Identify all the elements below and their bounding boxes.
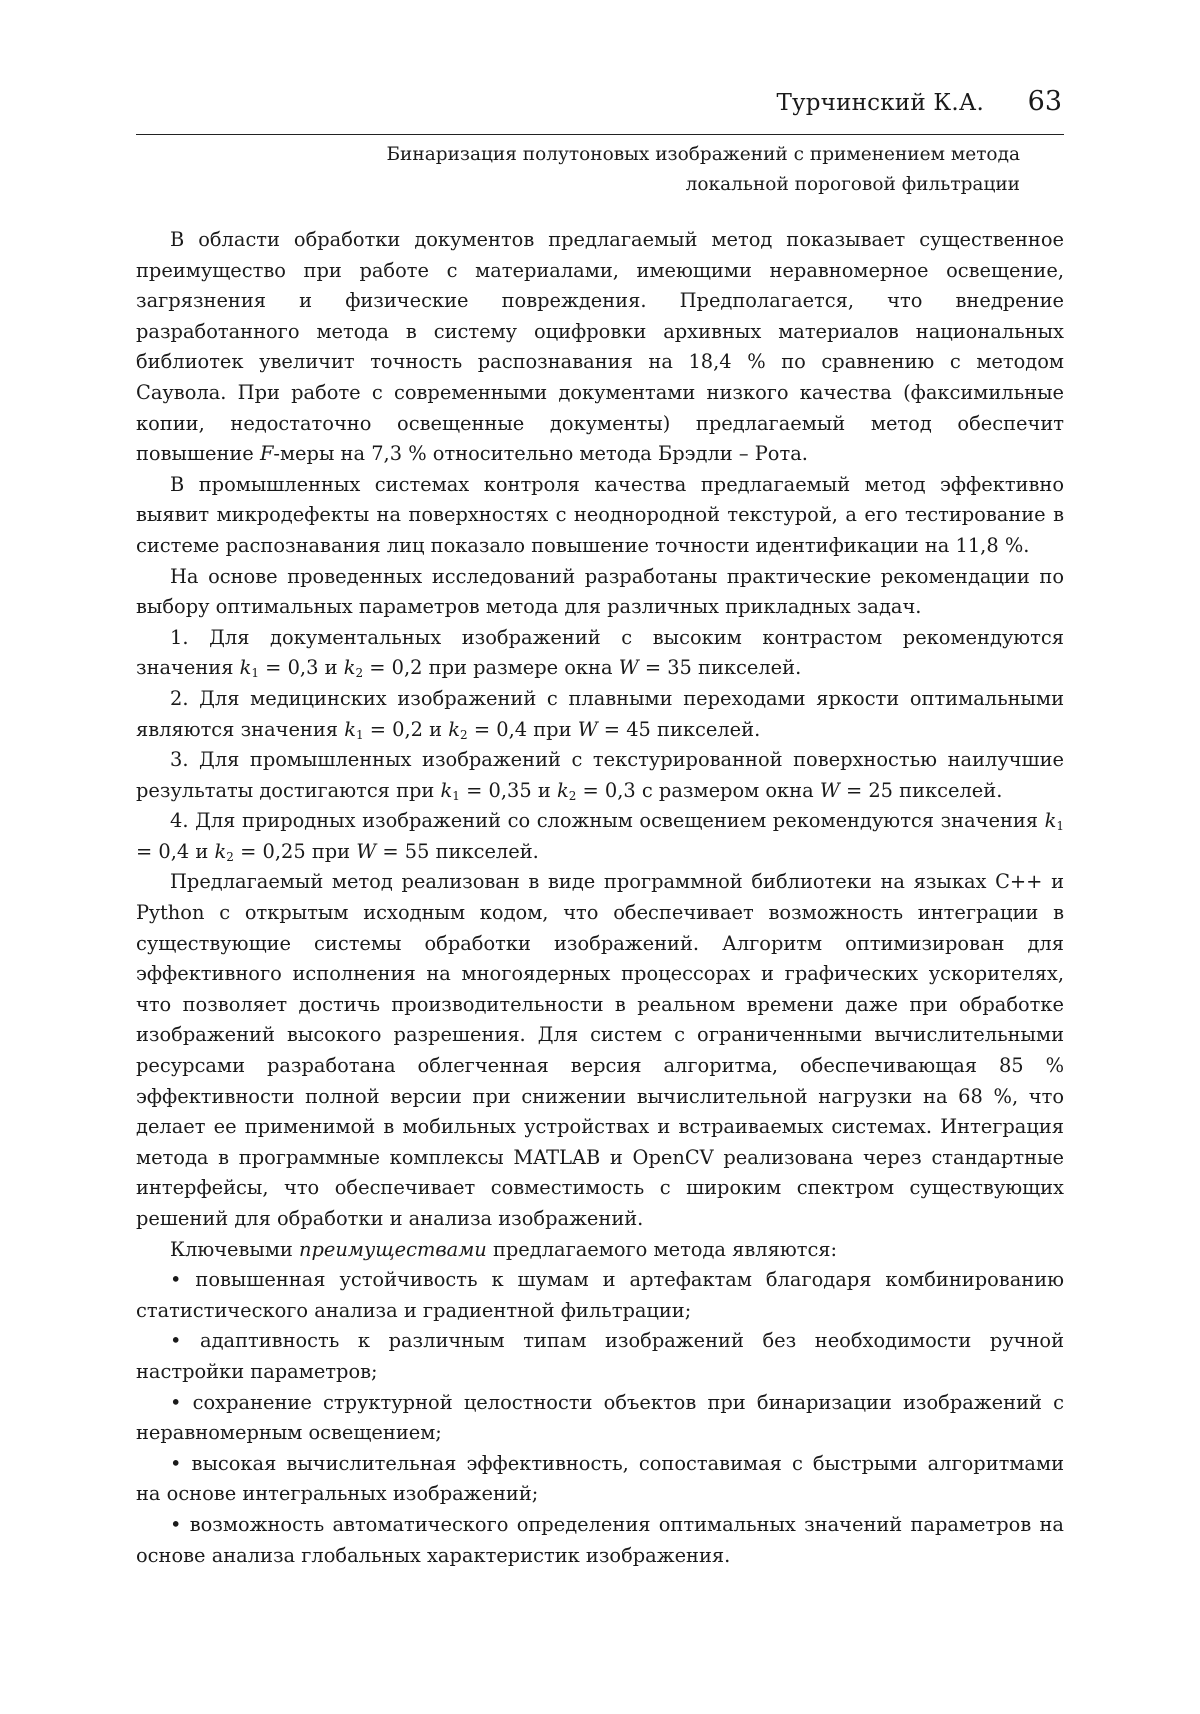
bullet-item: • высокая вычислительная эффективность, сопоставимая с быстрыми алгоритмами на основе интегральных изображений; <box>136 1451 1064 1506</box>
bullet-item: • повышенная устойчивость к шумам и артефактам благодаря комбинированию статистического анализа и градиентной фильтрации; <box>136 1268 1064 1322</box>
running-header-author: Турчинский К.А. <box>776 90 984 116</box>
recommendation-1: 1. Для документальных изображений с высоким контрастом рекомендуются значения $k_1 = 0,3$ и $k_2 = 0,2$ при размере окна W = 35 пикселей. <box>136 625 1064 681</box>
bullet-item: • адаптивность к различным типам изображений без необходимости ручной настройки параметров; <box>136 1329 1064 1383</box>
subtitle-line-2: локальной пороговой фильтрации <box>685 174 1020 195</box>
recommendation-2: 2. Для медицинских изображений с плавными переходами яркости оптимальными являются значения $k_1 = 0,2$ и $k_2 = 0,4$ при W = 45 пикселей. <box>136 686 1064 742</box>
paragraph-implementation: Предлагаемый метод реализован в виде программной библиотеки на языках C++ и Python с открытым исходным кодом, что обеспечивает возможность интеграции в существующие системы обработки изображений. Алгоритм оптимизирован для эффективного исполнения на многоядерных процессорах и графических ускорителях, что позволяет достичь производительности в реальном времени даже при обработке изображений высокого разрешения. Для систем с ограниченными вычислительными ресурсами разработана облегченная версия алгоритма, обеспечивающая 85 % эффективности полной версии при снижении вычислительной нагрузки на 68 %, что делает ее применимой в мобильных устройствах и встраиваемых системах. Интеграция метода в программные комплексы MATLAB и OpenCV реализована через стандартные интерфейсы, что обеспечивает совместимость с широким спектром существующих решений для обработки и анализа изображений. <box>136 870 1064 1230</box>
paragraph-advantages-intro: Ключевыми преимуществами предлагаемого метода являются: <box>170 1237 838 1261</box>
recommendation-4: 4. Для природных изображений со сложным освещением рекомендуются значения $k_1 = 0,4$ и $k_2 = 0,25$ при W = 55 пикселей. <box>136 809 1064 864</box>
running-header-subtitle <box>320 140 1020 200</box>
article-body <box>136 225 1064 1571</box>
emphasis-advantages: преимуществами <box>299 1237 487 1261</box>
bullet-item: • возможность автоматического определения оптимальных значений параметров на основе анализа глобальных характеристик изображения. <box>136 1512 1064 1567</box>
paragraph-recommendations-intro: На основе проведенных исследований разработаны практические рекомендации по выбору оптимальных параметров метода для различных прикладных задач. <box>136 564 1064 619</box>
running-header <box>136 86 1064 135</box>
paragraph-document-processing: В области обработки документов предлагаемый метод показывает существенное преимущество при работе с материалами, имеющими неравномерное освещение, загрязнения и физические повреждения. Предполагается, что внедрение разработанного метода в систему оцифровки архивных материалов национальных библиотек увеличит точность распознавания на 18,4 % по сравнению с методом Саувола. При работе с современными документами низкого качества (факсимильные копии, недостаточно освещенные документы) предлагаемый метод обеспечит повышение F-меры на 7,3 % относительно метода Брэдли – Рота. <box>136 228 1064 466</box>
recommendation-3: 3. Для промышленных изображений с текстурированной поверхностью наилучшие результаты достигаются при $k_1 = 0,35$ и $k_2 = 0,3$ с размером окна W = 25 пикселей. <box>136 748 1064 803</box>
page-number: 63 <box>1027 86 1062 117</box>
bullet-item: • сохранение структурной целостности объектов при бинаризации изображений с неравномерным освещением; <box>136 1390 1064 1445</box>
paragraph-industrial: В промышленных системах контроля качества предлагаемый метод эффективно выявит микродефекты на поверхностях с неоднородной текстурой, а его тестирование в системе распознавания лиц показало повышение точности идентификации на 11,8 %. <box>136 472 1064 557</box>
subtitle-line-1: Бинаризация полутоновых изображений с применением метода <box>386 144 1020 165</box>
variable-f: F <box>259 442 274 466</box>
